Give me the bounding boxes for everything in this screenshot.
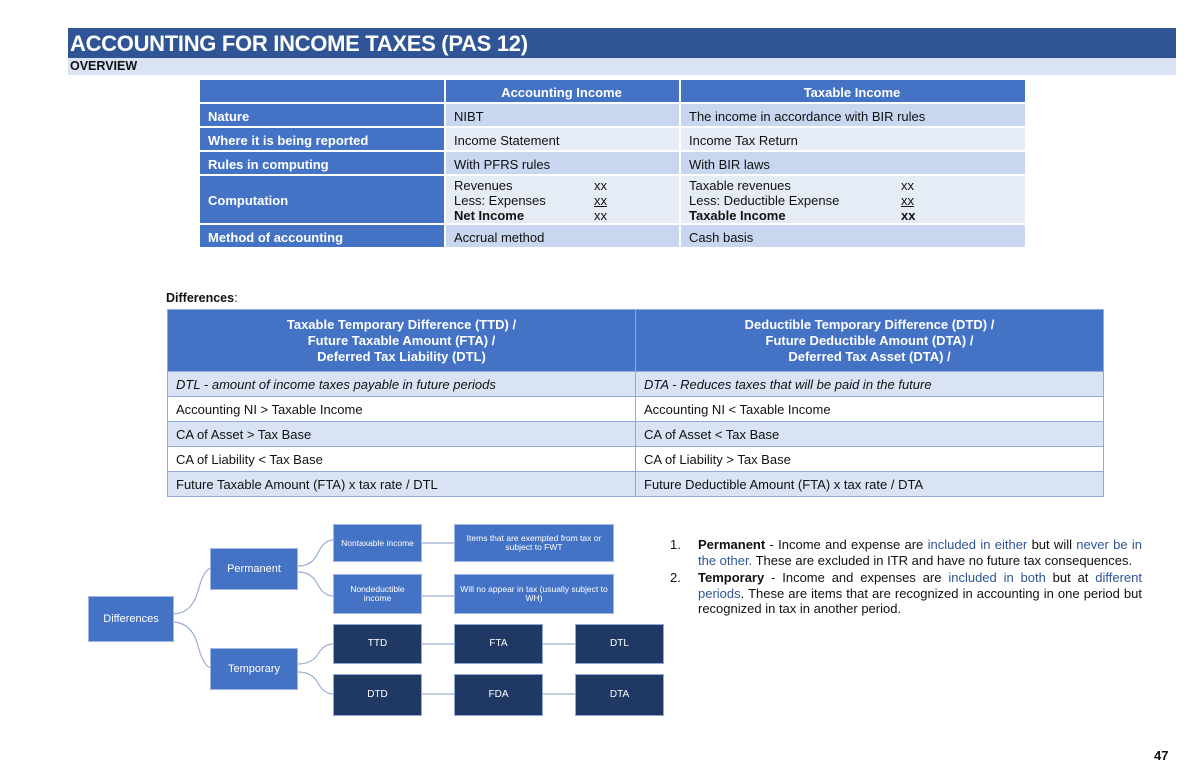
- table-row: [168, 422, 1104, 447]
- numbered-notes: [670, 537, 1142, 619]
- overview-row-computation: [200, 176, 1025, 223]
- list-item: [670, 570, 1142, 617]
- overview-cell: Income Statement: [446, 128, 679, 150]
- connector-dtd: [298, 672, 333, 694]
- node-dtl: DTL: [575, 624, 664, 664]
- highlight-text: different periods: [698, 570, 1143, 601]
- connector-nontaxable: [298, 540, 333, 566]
- differences-header-row: [168, 310, 1104, 372]
- text-span: - Income and expenses are: [764, 570, 949, 585]
- highlight-text: never be in the other.: [698, 537, 1142, 568]
- header-line: Taxable Temporary Difference (TTD) /: [286, 316, 517, 332]
- text-span: . These are items that are recognized in accounting in one period but recognized in tax in another period.: [698, 585, 1142, 616]
- text-span: - Income and expense are: [765, 537, 928, 552]
- comp-line-amount: xx: [594, 208, 607, 223]
- overview-row-label: Rules in computing: [200, 152, 444, 174]
- table-cell: Future Deductible Amount (FTA) x tax rate / DTA: [636, 472, 1104, 497]
- overview-row-label: Where it is being reported: [200, 128, 444, 150]
- node-temporary: Temporary: [210, 648, 298, 690]
- table-cell: Accounting NI < Taxable Income: [636, 397, 1104, 422]
- connector-temporary: [172, 622, 212, 668]
- comp-line-label: Taxable Income: [689, 208, 786, 223]
- text-span: but at: [1045, 570, 1096, 585]
- node-ttd: TTD: [333, 624, 422, 664]
- overview-cell: The income in accordance with BIR rules: [681, 104, 1025, 126]
- list-item: [670, 537, 1142, 568]
- node-exempted: Items that are exempted from tax or subject to FWT: [454, 524, 614, 562]
- table-row: [168, 447, 1104, 472]
- text-span: but will: [1027, 537, 1077, 552]
- header-line: Future Taxable Amount (FTA) /: [307, 332, 496, 348]
- table-row: [168, 397, 1104, 422]
- table-row: [168, 372, 1104, 397]
- overview-row: [200, 104, 1025, 126]
- list-number: 1.: [670, 537, 681, 552]
- node-nontaxable: Nontaxable income: [333, 524, 422, 562]
- overview-col-taxable: Taxable Income: [681, 80, 1025, 102]
- highlight-text: included in both: [948, 570, 1046, 585]
- page-title: ACCOUNTING FOR INCOME TAXES (PAS 12): [68, 28, 1176, 58]
- table-cell: CA of Asset > Tax Base: [168, 422, 636, 447]
- comp-line-label: Less: Expenses: [454, 193, 546, 208]
- node-dta: DTA: [575, 674, 664, 716]
- overview-cell: NIBT: [446, 104, 679, 126]
- list-text: [698, 570, 1142, 617]
- overview-header-blank: [200, 80, 444, 102]
- node-nondeductible: Nondeductible income: [333, 574, 422, 614]
- overview-col-accounting: Accounting Income: [446, 80, 679, 102]
- comp-line-label: Taxable revenues: [689, 178, 791, 193]
- overview-cell: With BIR laws: [681, 152, 1025, 174]
- node-fta: FTA: [454, 624, 543, 664]
- header-line: Deferred Tax Asset (DTA) /: [788, 348, 951, 364]
- table-row: [168, 472, 1104, 497]
- page-number: 47: [1154, 748, 1169, 763]
- node-dtd: DTD: [333, 674, 422, 716]
- overview-row: [200, 152, 1025, 174]
- overview-row-label: Method of accounting: [200, 225, 444, 247]
- header-line: Deferred Tax Liability (DTL): [317, 348, 486, 364]
- comp-line-label: Net Income: [454, 208, 525, 223]
- table-cell: DTA - Reduces taxes that will be paid in the future: [636, 372, 1104, 397]
- comp-line-amount: xx: [594, 193, 607, 208]
- overview-row-label: Nature: [200, 104, 444, 126]
- node-fda: FDA: [454, 674, 543, 716]
- comp-line-amount: xx: [901, 178, 914, 193]
- connector-ttd: [298, 644, 333, 664]
- overview-row-label: Computation: [200, 176, 444, 223]
- list-number: 2.: [670, 570, 681, 585]
- ttd-header: [168, 310, 636, 372]
- overview-cell: With PFRS rules: [446, 152, 679, 174]
- text-span: These are excluded in ITR and have no future tax consequences.: [752, 552, 1133, 568]
- differences-label-text: Differences: [166, 291, 235, 305]
- node-differences: Differences: [88, 596, 174, 642]
- taxable-computation: [681, 176, 1025, 223]
- accounting-computation: [446, 176, 679, 223]
- table-cell: CA of Asset < Tax Base: [636, 422, 1104, 447]
- term-permanent: Permanent: [698, 537, 766, 552]
- node-permanent: Permanent: [210, 548, 298, 590]
- overview-cell: Cash basis: [681, 225, 1025, 247]
- comp-line-amount: xx: [594, 178, 607, 193]
- node-will-no: Will no appear in tax (usually subject to WH): [454, 574, 614, 614]
- dtd-header: [636, 310, 1104, 372]
- header-line: Future Deductible Amount (DTA) /: [765, 332, 974, 348]
- differences-label-colon: :: [234, 291, 238, 305]
- overview-row: [200, 128, 1025, 150]
- differences-diagram: [88, 516, 668, 721]
- comp-line-label: Less: Deductible Expense: [689, 193, 840, 208]
- connector-nondeductible: [298, 572, 333, 596]
- highlight-text: included in either: [927, 537, 1028, 552]
- differences-label: [166, 291, 238, 305]
- table-cell: CA of Liability < Tax Base: [168, 447, 636, 472]
- table-cell: Future Taxable Amount (FTA) x tax rate / DTL: [168, 472, 636, 497]
- overview-header-row: [200, 80, 1025, 102]
- differences-table: [167, 309, 1104, 497]
- list-text: [698, 537, 1142, 568]
- table-cell: Accounting NI > Taxable Income: [168, 397, 636, 422]
- comp-line-amount: xx: [901, 193, 914, 208]
- table-cell: DTL - amount of income taxes payable in future periods: [168, 372, 636, 397]
- table-cell: CA of Liability > Tax Base: [636, 447, 1104, 472]
- overview-cell: Income Tax Return: [681, 128, 1025, 150]
- overview-table: [198, 78, 1027, 249]
- overview-cell: Accrual method: [446, 225, 679, 247]
- overview-row: [200, 225, 1025, 247]
- connector-permanent: [172, 568, 212, 614]
- comp-line-label: Revenues: [454, 178, 513, 193]
- comp-line-amount: xx: [901, 208, 916, 223]
- term-temporary: Temporary: [698, 570, 765, 585]
- header-line: Deductible Temporary Difference (DTD) /: [744, 316, 995, 332]
- section-subtitle: OVERVIEW: [68, 58, 1176, 75]
